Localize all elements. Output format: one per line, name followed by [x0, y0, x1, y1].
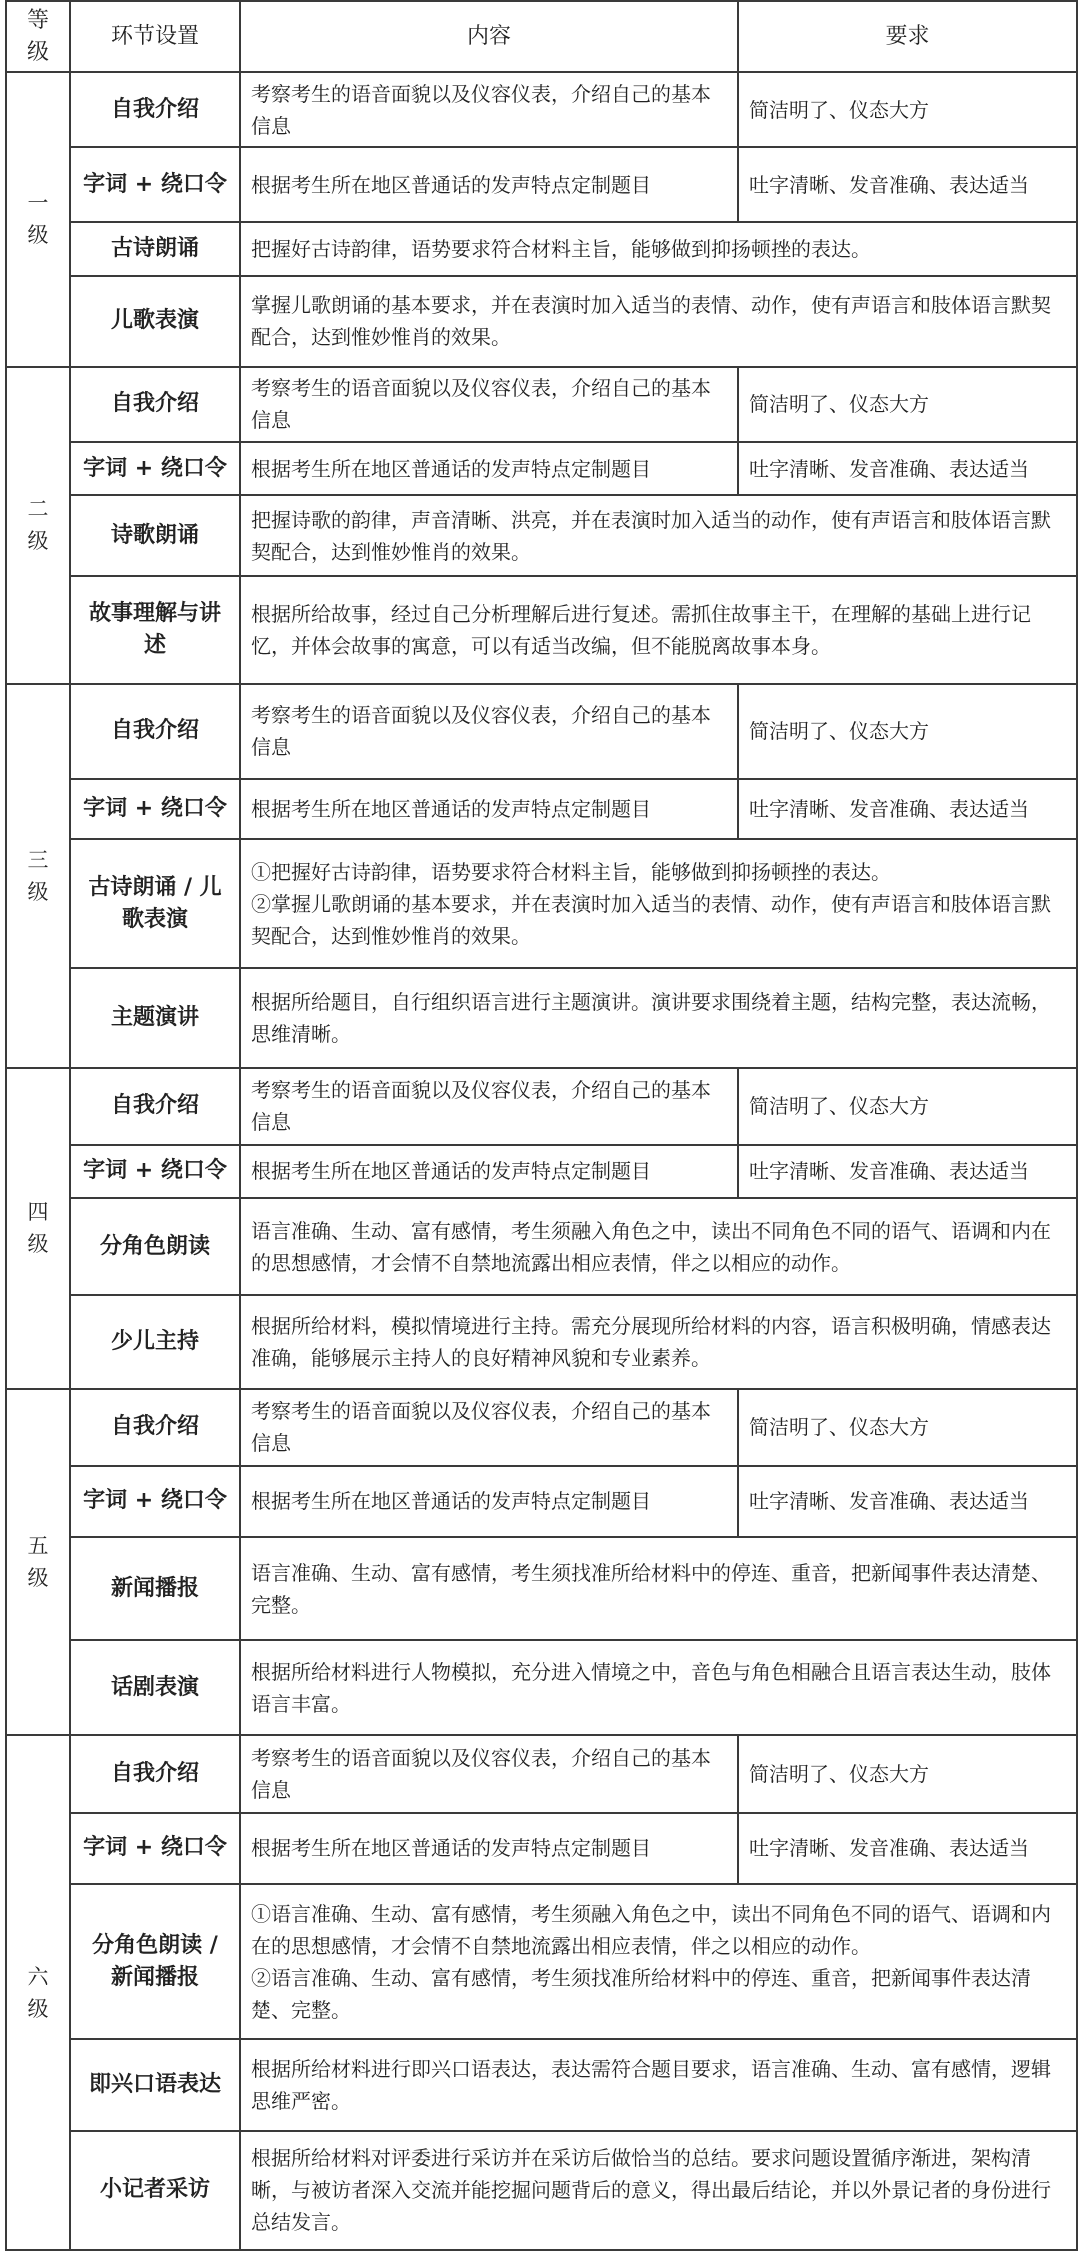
table-row [6, 968, 1077, 1067]
content-cell: ①把握好古诗韵律，语势要求符合材料主旨，能够做到抑扬顿挫的表达。 ②掌握儿歌朗诵的基本要求，并在表演时加入适当的表情、动作，使有声语言和肢体语言默契配合，达到惟妙惟肖的效果。 [240, 839, 1077, 968]
content-cell: 根据所给材料对评委进行采访并在采访后做恰当的总结。要求问题设置循序渐进，架构清晰，与被访者深入交流并能挖掘问题背后的意义，得出最后结论，并以外景记者的身份进行总结发言。 [240, 2131, 1077, 2251]
header-content: 内容 [240, 1, 738, 72]
level-cell-3: 三 级 [6, 684, 70, 1068]
content-cell: 根据所给材料进行人物模拟，充分进入情境之中，音色与角色相融合且语言表达生动，肢体语言丰富。 [240, 1640, 1077, 1735]
content-cell: 根据考生所在地区普通话的发声特点定制题目 [240, 442, 738, 495]
section-cell: 字词 + 绕口令 [70, 1466, 240, 1537]
content-cell: 根据考生所在地区普通话的发声特点定制题目 [240, 1145, 738, 1198]
table-row [6, 2131, 1077, 2251]
table-row [6, 1813, 1077, 1884]
content-cell: 把握好古诗韵律，语势要求符合材料主旨，能够做到抑扬顿挫的表达。 [240, 222, 1077, 275]
section-cell: 自我介绍 [70, 367, 240, 442]
table-row [6, 839, 1077, 968]
section-cell: 古诗朗诵 [70, 222, 240, 275]
table-row [6, 684, 1077, 779]
content-cell: 根据所给材料，模拟情境进行主持。需充分展现所给材料的内容，语言积极明确，情感表达准确，能够展示主持人的良好精神风貌和专业素养。 [240, 1295, 1077, 1388]
requirement-cell: 吐字清晰、发音准确、表达适当 [738, 1466, 1077, 1537]
section-cell: 新闻播报 [70, 1537, 240, 1640]
section-cell: 少儿主持 [70, 1295, 240, 1388]
section-cell: 儿歌表演 [70, 276, 240, 367]
table-row [6, 1198, 1077, 1295]
table-row [6, 1295, 1077, 1388]
content-cell: 根据所给故事，经过自己分析理解后进行复述。需抓住故事主干，在理解的基础上进行记忆，并体会故事的寓意，可以有适当改编，但不能脱离故事本身。 [240, 576, 1077, 683]
section-cell: 话剧表演 [70, 1640, 240, 1735]
section-cell: 自我介绍 [70, 72, 240, 147]
section-cell: 小记者采访 [70, 2131, 240, 2251]
exam-requirements-table [5, 0, 1078, 2251]
table-row [6, 1389, 1077, 1466]
content-cell: 根据所给材料进行即兴口语表达，表达需符合题目要求，语言准确、生动、富有感情，逻辑思维严密。 [240, 2039, 1077, 2130]
section-cell: 自我介绍 [70, 1068, 240, 1145]
level-cell-1: 一 级 [6, 72, 70, 367]
header-requirement: 要求 [738, 1, 1077, 72]
content-cell: 考察考生的语音面貌以及仪容仪表，介绍自己的基本信息 [240, 72, 738, 147]
header-level: 等 级 [6, 1, 70, 72]
content-cell: 考察考生的语音面貌以及仪容仪表，介绍自己的基本信息 [240, 684, 738, 779]
requirement-cell: 吐字清晰、发音准确、表达适当 [738, 1145, 1077, 1198]
section-cell: 字词 + 绕口令 [70, 1813, 240, 1884]
table-row [6, 442, 1077, 495]
level-cell-6: 六 级 [6, 1735, 70, 2250]
table-row [6, 1145, 1077, 1198]
content-cell: 根据所给题目，自行组织语言进行主题演讲。演讲要求围绕着主题，结构完整，表达流畅，思维清晰。 [240, 968, 1077, 1067]
section-cell: 主题演讲 [70, 968, 240, 1067]
content-cell: 根据考生所在地区普通话的发声特点定制题目 [240, 1466, 738, 1537]
table-row [6, 1640, 1077, 1735]
table-row [6, 72, 1077, 147]
table-row [6, 1884, 1077, 2039]
table-row [6, 1466, 1077, 1537]
table-row [6, 1537, 1077, 1640]
requirement-cell: 吐字清晰、发音准确、表达适当 [738, 147, 1077, 222]
section-cell: 自我介绍 [70, 684, 240, 779]
requirement-cell: 吐字清晰、发音准确、表达适当 [738, 1813, 1077, 1884]
section-cell: 字词 + 绕口令 [70, 1145, 240, 1198]
section-cell: 古诗朗诵 / 儿 歌表演 [70, 839, 240, 968]
requirement-cell: 吐字清晰、发音准确、表达适当 [738, 779, 1077, 839]
content-cell: 考察考生的语音面貌以及仪容仪表，介绍自己的基本信息 [240, 1068, 738, 1145]
header-section: 环节设置 [70, 1, 240, 72]
content-cell: 语言准确、生动、富有感情，考生须融入角色之中，读出不同角色不同的语气、语调和内在的思想感情，才会情不自禁地流露出相应表情，伴之以相应的动作。 [240, 1198, 1077, 1295]
content-cell: 掌握儿歌朗诵的基本要求，并在表演时加入适当的表情、动作，使有声语言和肢体语言默契配合，达到惟妙惟肖的效果。 [240, 276, 1077, 367]
requirement-cell: 简洁明了、仪态大方 [738, 72, 1077, 147]
section-cell: 分角色朗读 [70, 1198, 240, 1295]
section-cell: 故事理解与讲 述 [70, 576, 240, 683]
table-row [6, 1068, 1077, 1145]
section-cell: 即兴口语表达 [70, 2039, 240, 2130]
content-cell: 根据考生所在地区普通话的发声特点定制题目 [240, 779, 738, 839]
requirement-cell: 简洁明了、仪态大方 [738, 1068, 1077, 1145]
content-cell: 考察考生的语音面貌以及仪容仪表，介绍自己的基本信息 [240, 367, 738, 442]
table-row [6, 576, 1077, 683]
requirement-cell: 简洁明了、仪态大方 [738, 684, 1077, 779]
section-cell: 诗歌朗诵 [70, 495, 240, 576]
table-row [6, 222, 1077, 275]
requirement-cell: 简洁明了、仪态大方 [738, 1389, 1077, 1466]
requirement-cell: 简洁明了、仪态大方 [738, 1735, 1077, 1812]
table-row [6, 779, 1077, 839]
section-cell: 字词 + 绕口令 [70, 147, 240, 222]
section-cell: 自我介绍 [70, 1735, 240, 1812]
section-cell: 字词 + 绕口令 [70, 779, 240, 839]
content-cell: 根据考生所在地区普通话的发声特点定制题目 [240, 147, 738, 222]
requirement-cell: 简洁明了、仪态大方 [738, 367, 1077, 442]
content-cell: ①语言准确、生动、富有感情，考生须融入角色之中，读出不同角色不同的语气、语调和内在的思想感情，才会情不自禁地流露出相应表情，伴之以相应的动作。 ②语言准确、生动、富有感情，考生须找准所给材料中的停连、重音，把新闻事件表达清楚、完整。 [240, 1884, 1077, 2039]
level-cell-4: 四 级 [6, 1068, 70, 1389]
section-cell: 字词 + 绕口令 [70, 442, 240, 495]
content-cell: 根据考生所在地区普通话的发声特点定制题目 [240, 1813, 738, 1884]
table-row [6, 495, 1077, 576]
content-cell: 语言准确、生动、富有感情，考生须找准所给材料中的停连、重音，把新闻事件表达清楚、完整。 [240, 1537, 1077, 1640]
content-cell: 把握诗歌的韵律，声音清晰、洪亮，并在表演时加入适当的动作，使有声语言和肢体语言默契配合，达到惟妙惟肖的效果。 [240, 495, 1077, 576]
table-row [6, 147, 1077, 222]
level-cell-2: 二 级 [6, 367, 70, 684]
requirement-cell: 吐字清晰、发音准确、表达适当 [738, 442, 1077, 495]
table-row [6, 367, 1077, 442]
table-row [6, 276, 1077, 367]
section-cell: 自我介绍 [70, 1389, 240, 1466]
table-row [6, 1735, 1077, 1812]
header-row [6, 1, 1077, 72]
table-row [6, 2039, 1077, 2130]
section-cell: 分角色朗读 / 新闻播报 [70, 1884, 240, 2039]
content-cell: 考察考生的语音面貌以及仪容仪表，介绍自己的基本信息 [240, 1735, 738, 1812]
level-cell-5: 五 级 [6, 1389, 70, 1736]
content-cell: 考察考生的语音面貌以及仪容仪表，介绍自己的基本信息 [240, 1389, 738, 1466]
